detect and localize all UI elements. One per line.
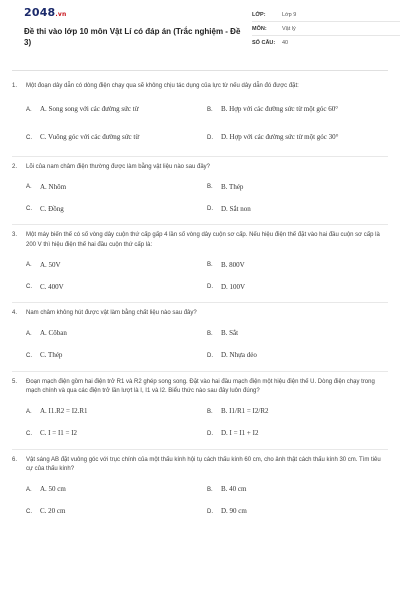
meta-value: Lớp 9	[282, 11, 297, 18]
option-letter: A.	[26, 408, 32, 415]
option-text: A. I1.R2 = I2.R1	[40, 407, 88, 415]
option-letter: A.	[26, 106, 32, 113]
question-number: 2.	[12, 163, 18, 170]
answer-option[interactable]	[26, 501, 207, 523]
question-item	[12, 372, 388, 450]
answer-option[interactable]	[207, 254, 388, 276]
option-letter: C.	[26, 284, 32, 290]
answer-option[interactable]	[207, 176, 388, 198]
option-text: C. 20 cm	[40, 507, 66, 515]
option-text: C. I = I1 = I2	[40, 429, 78, 437]
option-letter: C.	[26, 352, 32, 359]
answer-option[interactable]	[26, 198, 207, 220]
option-letter: C.	[26, 430, 32, 437]
question-text: Một đoạn dây dẫn có dòng điện chạy qua sẽ không chịu tác dụng của lực từ nếu dây dẫn đó được đặt:	[26, 83, 299, 89]
question-list	[12, 76, 388, 527]
option-letter: D.	[207, 134, 213, 141]
answer-option[interactable]	[26, 124, 207, 152]
meta-key: MÔN:	[252, 25, 267, 32]
answer-options	[12, 254, 388, 298]
option-letter: B.	[207, 184, 213, 190]
answer-option[interactable]	[26, 401, 207, 423]
option-text: C. 400V	[40, 282, 64, 291]
option-letter: A.	[26, 262, 32, 268]
question-item	[12, 157, 388, 226]
option-text: B. 40 cm	[221, 485, 247, 493]
question-number: 3.	[12, 232, 18, 238]
answer-option[interactable]	[207, 501, 388, 523]
answer-options	[12, 479, 388, 523]
option-text: C. Thép	[40, 351, 63, 359]
question-text: Vật sáng AB đặt vuông góc với trục chính của một thấu kính hội tụ cách thấu kính 60 cm, cho ảnh thật cách thấu kính 30 cm. Tìm tiêu cự của thấu kính?	[26, 456, 381, 472]
question-item	[12, 225, 388, 303]
question-text-row	[12, 378, 388, 397]
meta-row-class	[252, 8, 400, 22]
answer-option[interactable]	[207, 96, 388, 124]
question-text: Đoạn mạch điện gồm hai điện trở R1 và R2 ghép song song. Đặt vào hai đầu mạch điện một hiệu điện thế U. Dòng điện chạy trong mạch chính và qua các điện trở lần lượt là I, I1 và I2. Biểu thức nào sau đây luôn đúng?	[26, 378, 375, 394]
question-item	[12, 303, 388, 372]
answer-options	[12, 96, 388, 152]
option-letter: B.	[207, 486, 213, 493]
option-letter: D.	[207, 284, 213, 290]
answer-option[interactable]	[26, 479, 207, 501]
option-letter: A.	[26, 184, 32, 190]
option-letter: B.	[207, 262, 213, 268]
option-letter: B.	[207, 330, 213, 337]
option-text: D. Sắt non	[221, 204, 251, 213]
logo-tld: .vn	[55, 11, 67, 18]
meta-value: Vật lý	[282, 25, 296, 32]
logo-main: 2048	[24, 6, 56, 19]
answer-option[interactable]	[207, 276, 388, 298]
question-text: Một máy biến thế có số vòng dây cuộn thứ cấp gấp 4 lần số vòng dây cuộn sơ cấp. Nếu hiệu điện thế đặt vào hai đầu cuộn sơ cấp là 200 V thì hiệu điện thế hai đầu cuộn thứ cấp là:	[26, 232, 380, 248]
header	[12, 0, 388, 62]
option-letter: A.	[26, 330, 32, 337]
option-text: A. Côban	[40, 329, 67, 337]
option-text: D. Hợp với các đường sức từ một góc 30°	[221, 133, 339, 141]
option-letter: D.	[207, 206, 213, 212]
answer-options	[12, 176, 388, 220]
meta-row-count	[252, 36, 400, 50]
option-text: A. Nhôm	[40, 182, 67, 191]
answer-option[interactable]	[26, 254, 207, 276]
answer-option[interactable]	[207, 198, 388, 220]
answer-option[interactable]	[26, 323, 207, 345]
option-letter: B.	[207, 106, 213, 113]
answer-option[interactable]	[207, 345, 388, 367]
answer-option[interactable]	[207, 323, 388, 345]
option-text: B. Sắt	[221, 329, 239, 337]
page-title: Đề thi vào lớp 10 môn Vật Lí có đáp án (Trắc nghiệm - Đề 3)	[24, 27, 241, 47]
option-text: A. Song song với các đường sức từ	[40, 105, 139, 113]
option-letter: D.	[207, 508, 213, 515]
answer-options	[12, 401, 388, 445]
meta-table	[252, 8, 400, 50]
answer-option[interactable]	[26, 96, 207, 124]
question-text: Lõi của nam châm điện thường được làm bằng vật liệu nào sau đây?	[26, 163, 211, 170]
header-divider	[12, 70, 388, 71]
answer-option[interactable]	[26, 276, 207, 298]
option-text: C. Vuông góc với các đường sức từ	[40, 133, 140, 141]
answer-option[interactable]	[207, 479, 388, 501]
answer-option[interactable]	[26, 423, 207, 445]
meta-key: LỚP:	[252, 11, 266, 18]
option-text: D. 90 cm	[221, 507, 247, 515]
question-text-row	[12, 163, 388, 173]
option-letter: C.	[26, 134, 32, 141]
answer-option[interactable]	[207, 423, 388, 445]
answer-option[interactable]	[26, 176, 207, 198]
option-text: D. 100V	[221, 282, 246, 291]
option-letter: B.	[207, 408, 213, 415]
question-item	[12, 76, 388, 157]
question-number: 5.	[12, 378, 18, 385]
answer-options	[12, 323, 388, 367]
option-text: A. 50 cm	[40, 485, 66, 493]
meta-value: 40	[282, 40, 289, 46]
option-letter: C.	[26, 206, 32, 212]
option-text: B. 800V	[221, 260, 245, 269]
option-text: B. I1/R1 = I2/R2	[221, 407, 269, 415]
answer-option[interactable]	[26, 345, 207, 367]
question-number: 4.	[12, 310, 18, 316]
option-letter: A.	[26, 486, 32, 493]
question-text-row	[12, 82, 388, 92]
question-item	[12, 450, 388, 527]
answer-option[interactable]	[207, 124, 388, 152]
option-text: A. 50V	[40, 260, 61, 269]
answer-option[interactable]	[207, 401, 388, 423]
meta-row-subject	[252, 22, 400, 36]
question-text-row	[12, 456, 388, 475]
option-text: D. I = I1 + I2	[221, 429, 259, 437]
site-logo[interactable]	[24, 6, 66, 19]
meta-key: SỐ CÂU:	[252, 40, 276, 46]
option-letter: D.	[207, 352, 213, 359]
question-text-row	[12, 231, 388, 250]
option-text: C. Đồng	[40, 204, 64, 213]
question-number: 1.	[12, 83, 18, 89]
option-text: B. Hợp với các đường sức từ một góc 60°	[221, 105, 339, 113]
question-text: Nam châm không hút được vật làm bằng chất liệu nào sau đây?	[26, 310, 197, 316]
question-text-row	[12, 309, 388, 319]
option-letter: D.	[207, 430, 213, 437]
question-number: 6.	[12, 456, 18, 463]
option-letter: C.	[26, 508, 32, 515]
option-text: D. Nhựa dẻo	[221, 351, 257, 359]
option-text: B. Thép	[221, 182, 244, 191]
